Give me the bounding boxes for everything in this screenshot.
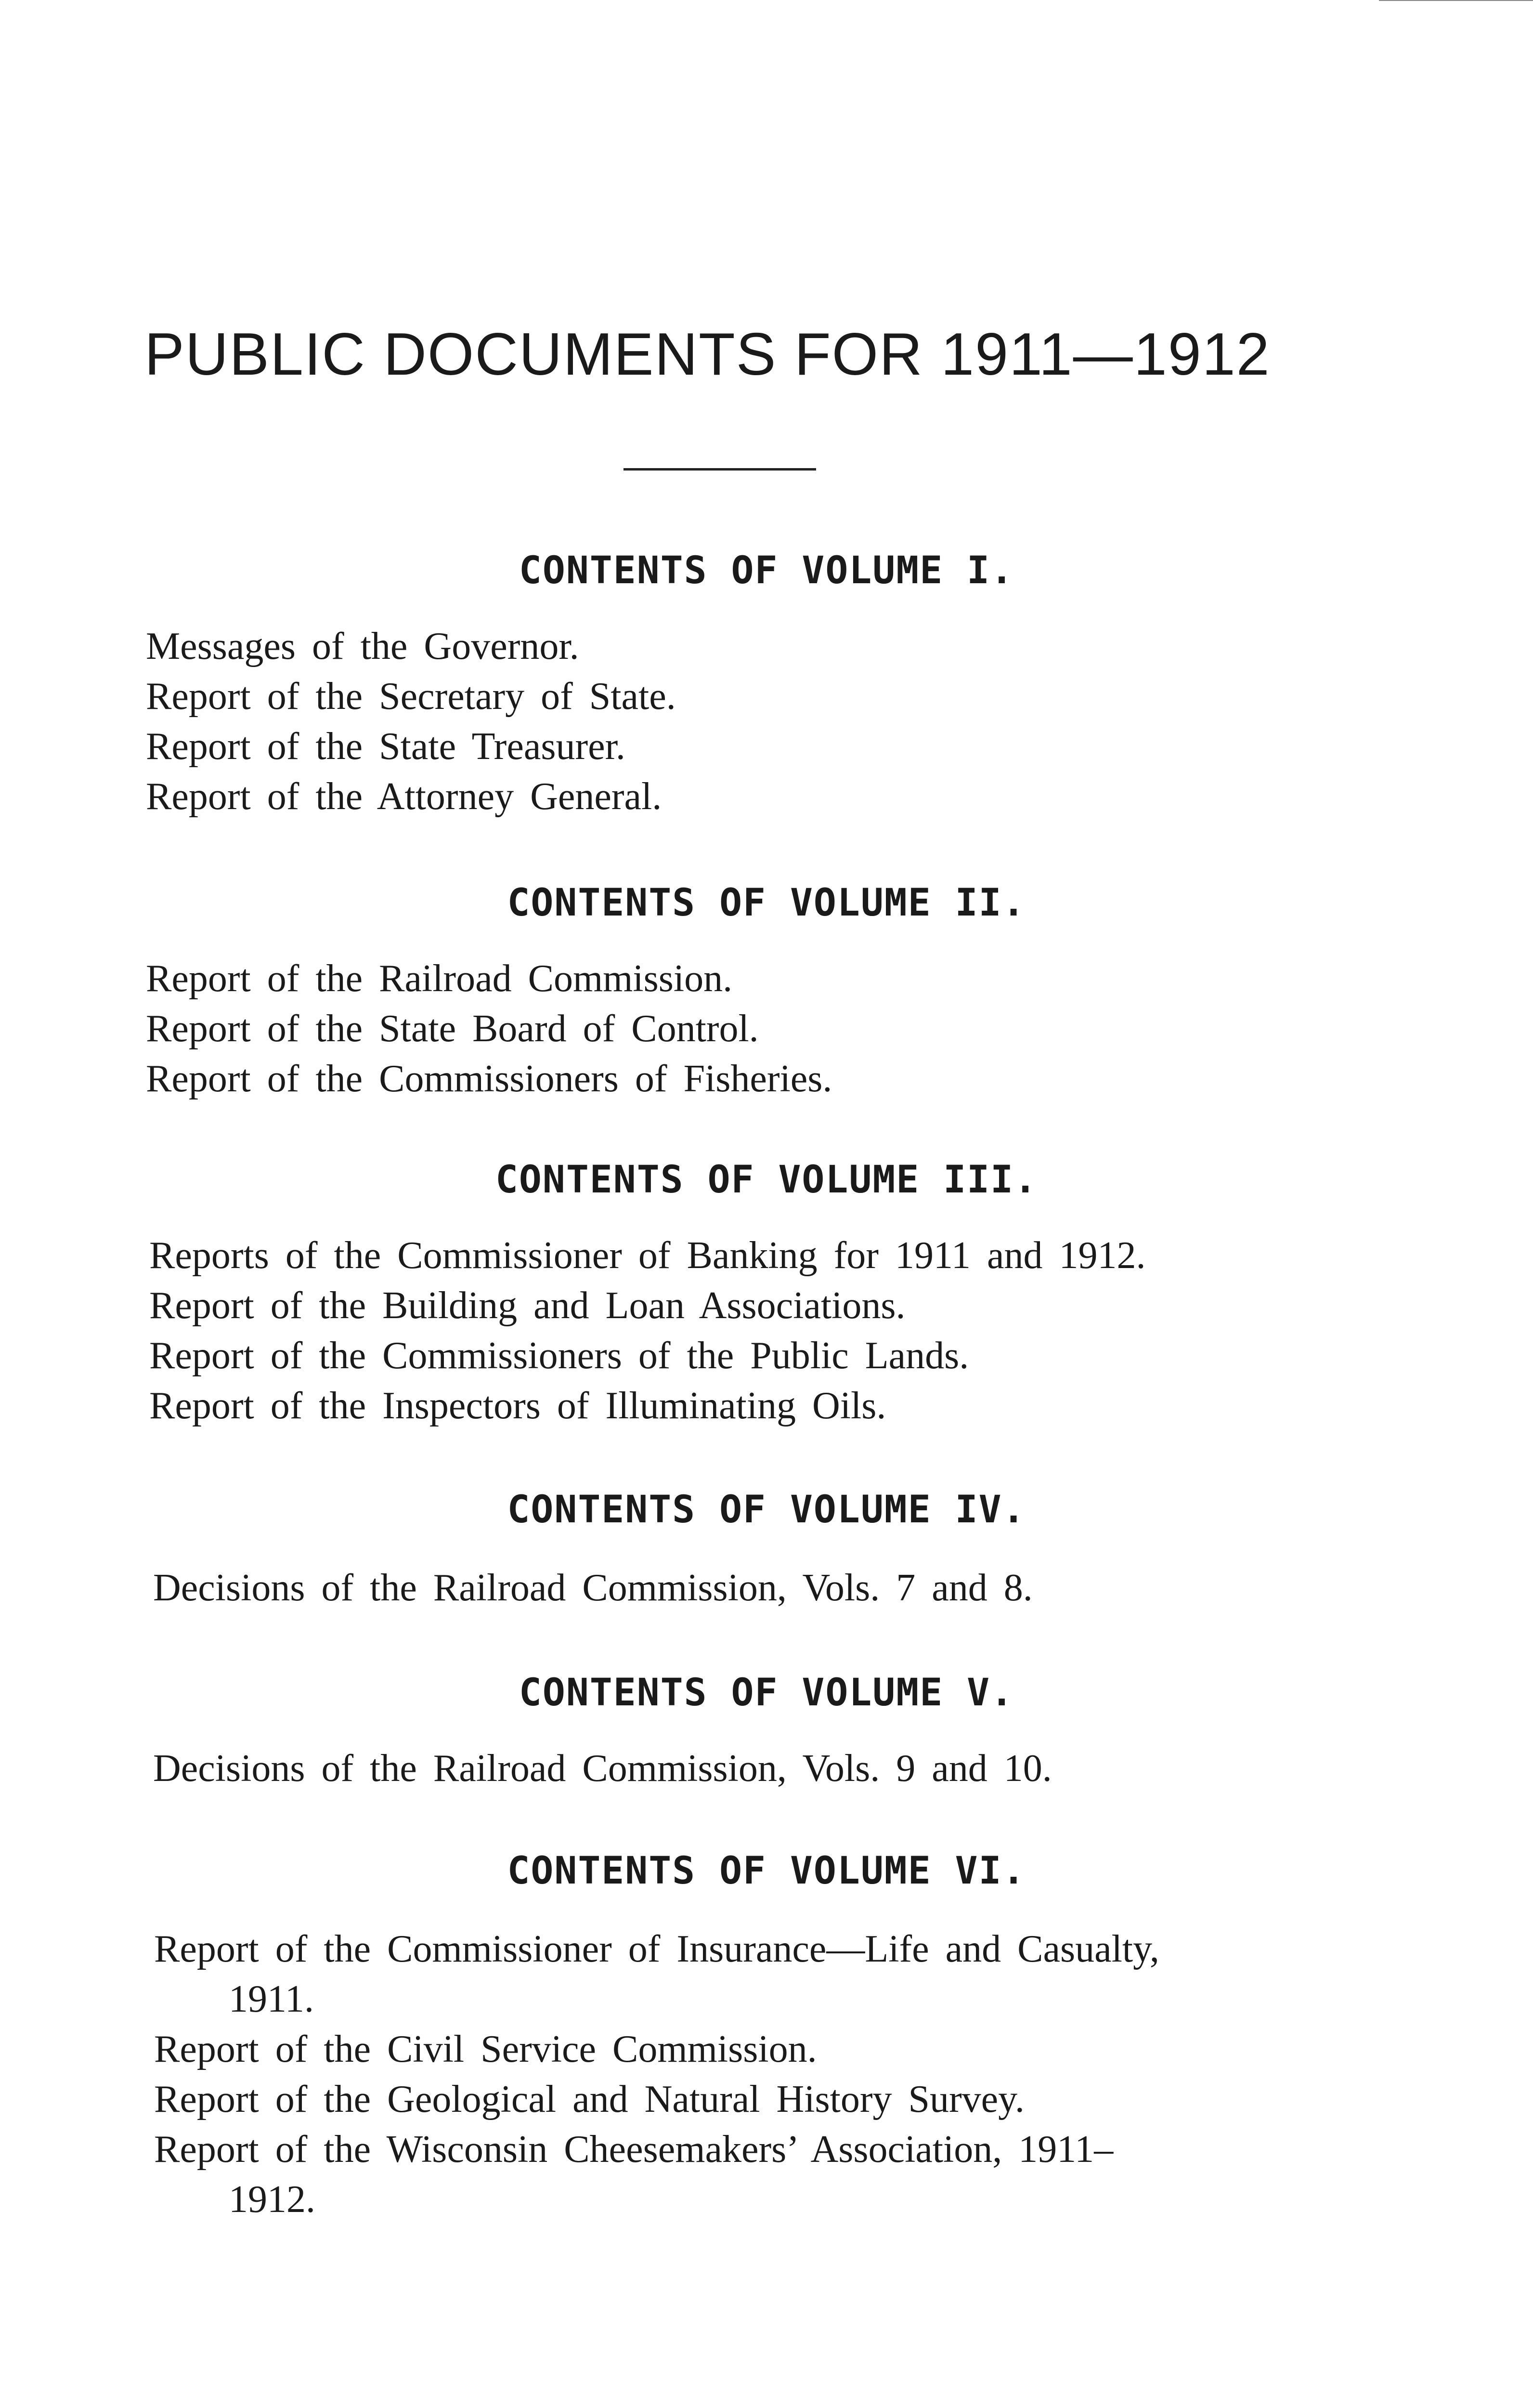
list-item: Decisions of the Railroad Commission, Vols. 7 and 8. <box>153 1567 1033 1609</box>
volume-6-heading: CONTENTS OF VOLUME VI. <box>507 1849 1026 1893</box>
volume-2-heading: CONTENTS OF VOLUME II. <box>507 881 1026 925</box>
list-item <box>154 1924 1334 2024</box>
top-edge-rule <box>1379 0 1533 1</box>
volume-5-list <box>153 1743 1052 1793</box>
list-item: Report of the State Board of Control. <box>146 1008 759 1050</box>
list-item-line: Report of the Commissioner of Insurance—Life and Casualty, <box>154 1928 1159 1970</box>
list-item: Report of the Commissioners of Fisheries. <box>146 1058 832 1100</box>
volume-4-list <box>153 1563 1033 1613</box>
volume-1-heading: CONTENTS OF VOLUME I. <box>519 549 1014 592</box>
list-item-line: Report of the Wisconsin Cheesemakers’ Association, 1911– <box>154 2128 1114 2171</box>
list-item <box>154 2124 1334 2225</box>
list-item: Report of the Building and Loan Associations. <box>149 1284 906 1327</box>
list-item: Report of the Civil Service Commission. <box>154 2028 817 2070</box>
volume-2-list <box>146 954 832 1104</box>
page-title: PUBLIC DOCUMENTS FOR 1911—1912 <box>144 321 1271 388</box>
list-item: Report of the Geological and Natural History Survey. <box>154 2078 1025 2120</box>
title-divider <box>624 468 816 471</box>
list-item: Report of the Inspectors of Illuminating Oils. <box>149 1385 886 1427</box>
list-item: Decisions of the Railroad Commission, Vols. 9 and 10. <box>153 1747 1052 1790</box>
list-item: Messages of the Governor. <box>146 625 579 667</box>
list-item: Report of the Attorney General. <box>146 775 662 818</box>
list-item: Reports of the Commissioner of Banking for 1911 and 1912. <box>149 1234 1146 1277</box>
list-item: Report of the Secretary of State. <box>146 675 676 718</box>
volume-4-heading: CONTENTS OF VOLUME IV. <box>507 1488 1026 1531</box>
list-item-continuation: 1911. <box>229 1978 314 2020</box>
list-item: Report of the State Treasurer. <box>146 725 625 768</box>
volume-3-list <box>149 1230 1145 1431</box>
volume-3-heading: CONTENTS OF VOLUME III. <box>495 1158 1038 1202</box>
list-item: Report of the Railroad Commission. <box>146 957 733 1000</box>
volume-1-list <box>146 621 676 822</box>
volume-6-list <box>154 1924 1334 2225</box>
list-item: Report of the Commissioners of the Public Lands. <box>149 1335 969 1377</box>
list-item-continuation: 1912. <box>229 2178 315 2221</box>
volume-5-heading: CONTENTS OF VOLUME V. <box>519 1671 1014 1714</box>
